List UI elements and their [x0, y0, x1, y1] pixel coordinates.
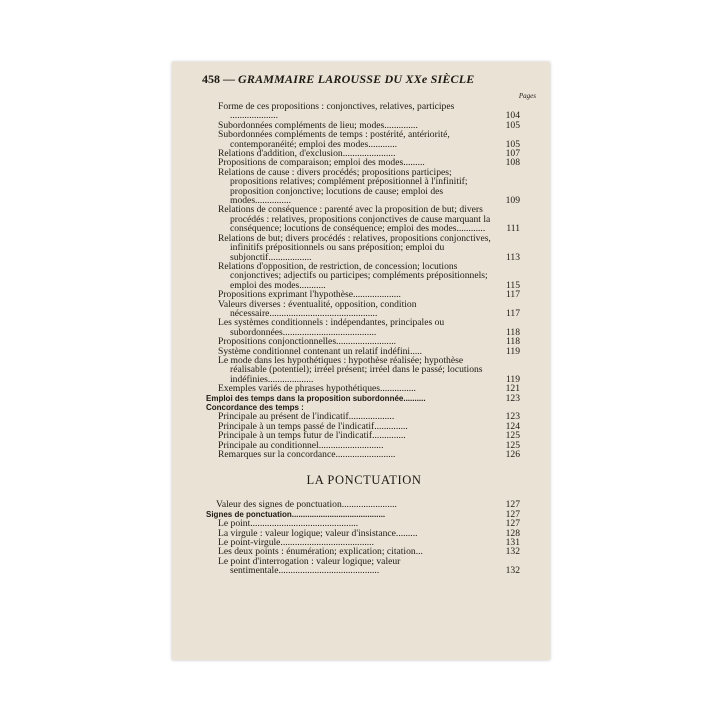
toc-page: 121 [505, 383, 520, 395]
toc-page: 126 [505, 449, 520, 461]
toc-section-emploi [206, 392, 520, 404]
toc-entry-text: Relations de conséquence : parenté avec la proposition de but; divers procédés : relatives, propositions conjonctives de cause marquant la conséquence; locutions de conséquence; emploi des modes............ [218, 204, 491, 235]
toc-entry-text: Forme de ces propositions : conjonctives, relatives, participes .................... [218, 101, 455, 122]
toc-entry-text: Subordonnées compléments de lieu; modes.............. [218, 119, 418, 131]
toc-page: 127 [505, 499, 520, 511]
toc-entry-text: Le point d'interrogation : valeur logique; valeur sentimentale.......................................... [218, 555, 401, 577]
toc-page: 113 [505, 251, 520, 263]
toc-entry-text: Principale à un temps futur de l'indicatif.............. [218, 430, 406, 442]
toc-page: 104 [505, 110, 520, 122]
toc-page: 105 [505, 119, 520, 131]
toc-entry-text: Relations d'opposition, de restriction, de concession; locutions conjonctives; adjectifs ou participes; compléments prépositionnels; emploi des modes........... [218, 260, 488, 291]
toc-page: 117 [505, 289, 520, 301]
toc-section-text: Signes de ponctuation.......................................... [206, 509, 386, 519]
book-page [172, 62, 550, 660]
toc-entry-text: Relations d'addition, d'exclusion...................... [218, 148, 396, 160]
toc-page: 132 [505, 565, 520, 577]
running-header [202, 72, 532, 87]
toc-page: 117 [505, 307, 520, 319]
toc-page: 118 [505, 326, 520, 338]
toc-page: 119 [505, 373, 520, 385]
toc-section-text: Concordance des temps : [206, 403, 304, 412]
toc-entry-text: La virgule : valeur logique; valeur d'insistance......... [218, 527, 418, 539]
toc-entry-text: Valeurs diverses : éventualité, opposition, condition nécessaire............................................. [218, 298, 417, 319]
toc-page: 118 [505, 336, 520, 348]
toc-group-concordance [218, 411, 520, 461]
toc-entry-text: Subordonnées compléments de temps : postérité, antériorité, contemporanéité; emploi des modes............ [218, 129, 450, 150]
toc-page: 127 [505, 508, 520, 520]
pages-column-label: Pages [518, 92, 536, 100]
toc-page: 123 [505, 411, 520, 423]
toc-entry-text: Propositions conjonctionnelles......................... [218, 336, 397, 348]
toc-entry-text: Exemples variés de phrases hypothétiques............... [218, 383, 416, 395]
toc-entry-text: Remarques sur la concordance......................... [218, 449, 396, 461]
toc-entry [218, 232, 520, 263]
page-number: 458 [202, 72, 220, 86]
toc-entry-text: Principale au conditionnel........................... [218, 439, 384, 451]
toc-entry-text: Propositions de comparaison; emploi des modes......... [218, 157, 425, 169]
toc-page: 107 [505, 148, 520, 160]
toc-page: 132 [505, 546, 520, 558]
toc-page: 111 [506, 223, 520, 235]
toc-entry [218, 260, 520, 291]
toc-entry [218, 383, 520, 395]
toc-page: 108 [505, 157, 520, 169]
section-title-ponctuation: LA PONCTUATION [306, 473, 422, 488]
toc-entry [218, 101, 520, 122]
toc-page: 119 [505, 345, 520, 357]
toc-entry [218, 555, 520, 577]
toc-entry-text: Le mode dans les hypothétiques : hypothèse réalisée; hypothèse réalisable (potentiel); irréel présent; irréel dans le passé; locutions indéfinies................... [218, 354, 483, 385]
toc-entry [218, 317, 520, 338]
toc-entry-text: Système conditionnel contenant un relatif indéfini..... [218, 345, 423, 357]
toc-entry [218, 449, 520, 461]
toc-entry [218, 129, 520, 150]
toc-entry [218, 204, 520, 235]
toc-page: 115 [505, 279, 520, 291]
toc-section-text: Emploi des temps dans la proposition subordonnée.......... [206, 393, 426, 403]
toc-group-signes [218, 518, 520, 577]
toc-page: 125 [505, 439, 520, 451]
toc-page: 127 [505, 518, 520, 530]
toc-entry [218, 298, 520, 319]
toc-page: 124 [505, 420, 520, 432]
toc-page: 125 [505, 430, 520, 442]
toc-entry [218, 166, 520, 207]
toc-entry-text: Valeur des signes de ponctuation....................... [216, 499, 397, 511]
toc-entry-text: Principale à un temps passé de l'indicatif.............. [218, 420, 408, 432]
toc-page: 109 [505, 195, 520, 207]
toc-entry-text: Les systèmes conditionnels : indépendantes, principales ou subordonnées....................................... [218, 317, 445, 338]
header-title: GRAMMAIRE LAROUSSE DU XXe SIÈCLE [238, 72, 475, 86]
toc-group-subordonnees [218, 101, 520, 395]
toc-entry-text: Le point-virgule....................................... [218, 537, 374, 549]
toc-entry-valeur [216, 499, 520, 511]
toc-entry-text: Relations de but; divers procédés : relatives, propositions conjonctives, infinitifs prépositionnels ou sans préposition; emploi du subjonctif.................. [218, 232, 491, 263]
toc-entry [218, 354, 520, 385]
header-dash: — [223, 72, 235, 86]
toc-entry-text: Le point............................................. [218, 518, 359, 530]
toc-page: 128 [505, 527, 520, 539]
toc-entry-text: Relations de cause : divers procédés; propositions participes; propositions relatives; complément prépositionnel à l'infinitif; proposition conjonctive; locutions de cause; emploi des modes............... [218, 166, 468, 207]
toc-entry-text: Les deux points : énumération; explication; citation... [218, 546, 423, 558]
toc-page: 105 [505, 138, 520, 150]
toc-entry-text: Principale au présent de l'indicatif................... [218, 411, 395, 423]
table-of-contents [206, 101, 520, 577]
toc-page: 123 [505, 392, 520, 404]
toc-entry-text: Propositions exprimant l'hypothèse.................... [218, 289, 401, 301]
toc-page: 131 [505, 537, 520, 549]
